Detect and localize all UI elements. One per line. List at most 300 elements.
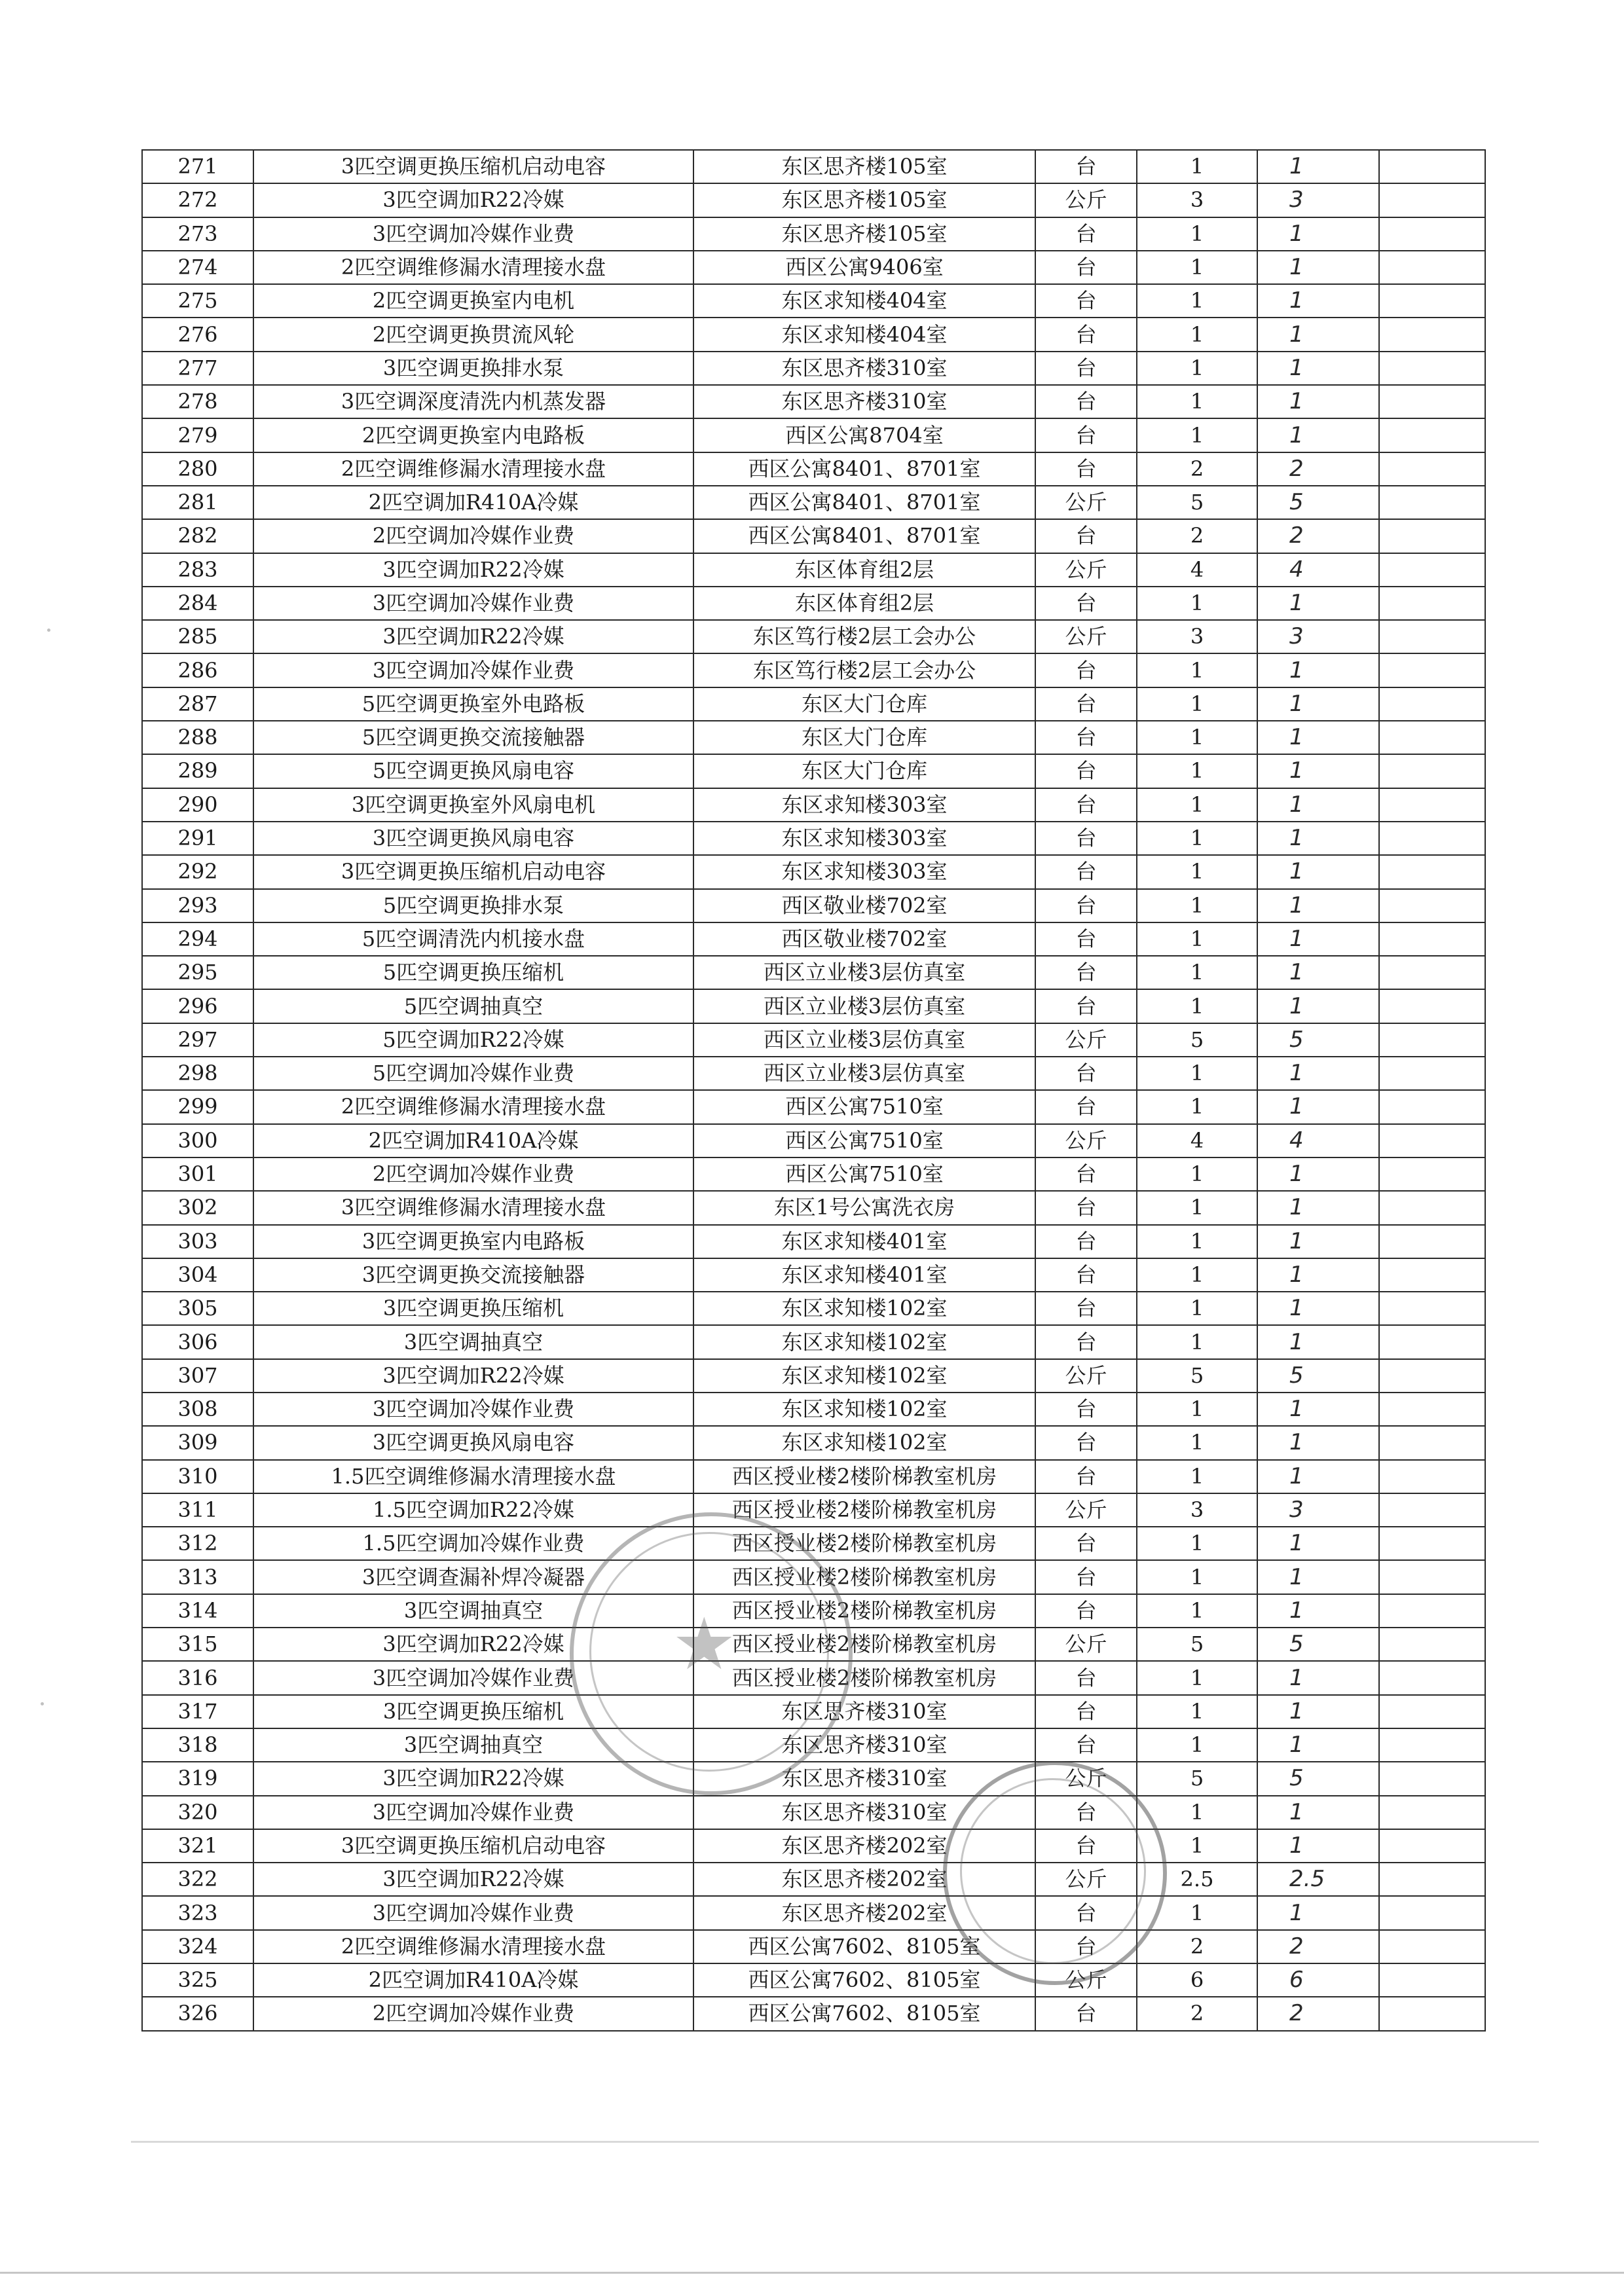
unit: 台 [1035,956,1137,989]
repair-item: 1.5匹空调加R22冷媒 [253,1493,693,1527]
unit: 公斤 [1035,1762,1137,1795]
table-row [142,889,1485,922]
quantity: 1 [1137,1527,1257,1560]
row-number: 278 [142,385,253,418]
location: 西区立业楼3层仿真室 [693,956,1035,989]
table-row [142,1896,1485,1929]
table-row [142,1829,1485,1863]
quantity: 2 [1137,1997,1257,2030]
remarks-cell [1379,754,1485,788]
location: 东区思齐楼105室 [693,150,1035,183]
unit: 台 [1035,754,1137,788]
location: 东区求知楼404室 [693,284,1035,318]
quantity: 1 [1137,1191,1257,1224]
handwritten-quantity: 1 [1257,1527,1379,1560]
location: 东区求知楼303室 [693,788,1035,822]
quantity: 3 [1137,183,1257,217]
remarks-cell [1379,1997,1485,2030]
remarks-cell [1379,183,1485,217]
unit: 台 [1035,452,1137,486]
row-number: 290 [142,788,253,822]
handwritten-quantity: 1 [1257,1560,1379,1594]
table-row [142,989,1485,1023]
unit: 台 [1035,150,1137,183]
repair-item: 3匹空调更换压缩机启动电容 [253,855,693,888]
repair-item: 3匹空调加冷媒作业费 [253,653,693,687]
table-row [142,1963,1485,1997]
handwritten-quantity: 1 [1257,284,1379,318]
unit: 公斤 [1035,1359,1137,1393]
row-number: 283 [142,553,253,587]
row-number: 318 [142,1728,253,1762]
row-number: 273 [142,217,253,251]
remarks-cell [1379,452,1485,486]
location: 东区大门仓库 [693,721,1035,754]
quantity: 1 [1137,822,1257,855]
handwritten-quantity: 1 [1257,1225,1379,1258]
remarks-cell [1379,1963,1485,1997]
table-row [142,1157,1485,1191]
row-number: 315 [142,1628,253,1661]
unit: 台 [1035,1695,1137,1728]
unit: 公斤 [1035,553,1137,587]
row-number: 324 [142,1930,253,1963]
handwritten-quantity: 1 [1257,687,1379,721]
location: 东区求知楼404室 [693,318,1035,351]
repair-item: 3匹空调加冷媒作业费 [253,217,693,251]
repair-item: 2匹空调维修漏水清理接水盘 [253,1930,693,1963]
handwritten-quantity: 1 [1257,1594,1379,1628]
quantity: 1 [1137,1325,1257,1358]
quantity: 1 [1137,385,1257,418]
table-row [142,1527,1485,1560]
handwritten-quantity: 1 [1257,587,1379,620]
unit: 台 [1035,251,1137,284]
remarks-cell [1379,1493,1485,1527]
handwritten-quantity: 1 [1257,1292,1379,1325]
unit: 台 [1035,519,1137,553]
repair-item: 5匹空调加冷媒作业费 [253,1057,693,1090]
location: 西区授业楼2楼阶梯教室机房 [693,1661,1035,1694]
repair-item: 5匹空调更换室外电路板 [253,687,693,721]
table-row [142,822,1485,855]
quantity: 1 [1137,889,1257,922]
quantity: 1 [1137,721,1257,754]
repair-item: 1.5匹空调加冷媒作业费 [253,1527,693,1560]
location: 西区公寓7510室 [693,1090,1035,1123]
quantity: 1 [1137,587,1257,620]
table-row [142,620,1485,653]
remarks-cell [1379,553,1485,587]
location: 西区公寓9406室 [693,251,1035,284]
table-row [142,1728,1485,1762]
row-number: 303 [142,1225,253,1258]
location: 西区敬业楼702室 [693,889,1035,922]
row-number: 325 [142,1963,253,1997]
table-row [142,1191,1485,1224]
location: 西区授业楼2楼阶梯教室机房 [693,1594,1035,1628]
table-row [142,1796,1485,1829]
handwritten-quantity: 1 [1257,754,1379,788]
table-row [142,418,1485,452]
repair-item: 5匹空调清洗内机接水盘 [253,922,693,956]
quantity: 1 [1137,284,1257,318]
handwritten-quantity: 2 [1257,1997,1379,2030]
location: 西区公寓7602、8105室 [693,1997,1035,2030]
location: 东区思齐楼310室 [693,1796,1035,1829]
handwritten-quantity: 1 [1257,1157,1379,1191]
unit: 台 [1035,418,1137,452]
unit: 台 [1035,889,1137,922]
table-row [142,553,1485,587]
repair-item: 3匹空调加R22冷媒 [253,553,693,587]
quantity: 2 [1137,519,1257,553]
unit: 台 [1035,1426,1137,1459]
handwritten-quantity: 1 [1257,1661,1379,1694]
repair-item: 2匹空调更换室内电路板 [253,418,693,452]
unit: 公斤 [1035,1863,1137,1896]
unit: 公斤 [1035,1963,1137,1997]
table-row [142,1493,1485,1527]
row-number: 280 [142,452,253,486]
table-row [142,318,1485,351]
unit: 公斤 [1035,1628,1137,1661]
repair-items-table [141,149,1486,2032]
remarks-cell [1379,788,1485,822]
location: 东区思齐楼202室 [693,1863,1035,1896]
handwritten-quantity: 1 [1257,989,1379,1023]
location: 东区求知楼102室 [693,1393,1035,1426]
quantity: 5 [1137,486,1257,519]
handwritten-quantity: 1 [1257,1695,1379,1728]
remarks-cell [1379,1829,1485,1863]
remarks-cell [1379,1191,1485,1224]
unit: 公斤 [1035,486,1137,519]
repair-item: 3匹空调更换压缩机 [253,1695,693,1728]
row-number: 316 [142,1661,253,1694]
quantity: 1 [1137,1090,1257,1123]
repair-item: 3匹空调更换交流接触器 [253,1258,693,1292]
handwritten-quantity: 3 [1257,1493,1379,1527]
quantity: 1 [1137,217,1257,251]
quantity: 1 [1137,989,1257,1023]
remarks-cell [1379,889,1485,922]
quantity: 1 [1137,653,1257,687]
location: 西区授业楼2楼阶梯教室机房 [693,1560,1035,1594]
remarks-cell [1379,922,1485,956]
unit: 台 [1035,687,1137,721]
remarks-cell [1379,486,1485,519]
table-row [142,385,1485,418]
row-number: 323 [142,1896,253,1929]
row-number: 279 [142,418,253,452]
remarks-cell [1379,217,1485,251]
remarks-cell [1379,989,1485,1023]
quantity: 4 [1137,553,1257,587]
quantity: 1 [1137,788,1257,822]
row-number: 311 [142,1493,253,1527]
row-number: 320 [142,1796,253,1829]
row-number: 275 [142,284,253,318]
table-row [142,1258,1485,1292]
row-number: 313 [142,1560,253,1594]
row-number: 302 [142,1191,253,1224]
repair-item: 3匹空调加冷媒作业费 [253,1661,693,1694]
repair-item: 3匹空调加R22冷媒 [253,620,693,653]
location: 西区公寓8704室 [693,418,1035,452]
repair-item: 3匹空调抽真空 [253,1325,693,1358]
unit: 台 [1035,352,1137,385]
unit: 台 [1035,1560,1137,1594]
quantity: 5 [1137,1762,1257,1795]
unit: 台 [1035,1661,1137,1694]
handwritten-quantity: 1 [1257,822,1379,855]
handwritten-quantity: 1 [1257,721,1379,754]
handwritten-quantity: 1 [1257,251,1379,284]
table-row [142,1762,1485,1795]
row-number: 321 [142,1829,253,1863]
location: 东区思齐楼310室 [693,1695,1035,1728]
table-row [142,183,1485,217]
location: 东区思齐楼310室 [693,352,1035,385]
handwritten-quantity: 1 [1257,1090,1379,1123]
remarks-cell [1379,687,1485,721]
repair-item: 3匹空调加R22冷媒 [253,1863,693,1896]
unit: 台 [1035,1930,1137,1963]
repair-item: 2匹空调加R410A冷媒 [253,486,693,519]
row-number: 291 [142,822,253,855]
table-row [142,251,1485,284]
repair-item: 3匹空调加R22冷媒 [253,1628,693,1661]
unit: 台 [1035,1057,1137,1090]
scan-speck [47,629,50,632]
quantity: 2.5 [1137,1863,1257,1896]
table-row [142,1695,1485,1728]
location: 西区敬业楼702室 [693,922,1035,956]
remarks-cell [1379,1896,1485,1929]
remarks-cell [1379,1460,1485,1493]
remarks-cell [1379,1023,1485,1057]
repair-item: 3匹空调更换压缩机启动电容 [253,1829,693,1863]
location: 东区求知楼102室 [693,1292,1035,1325]
table-row [142,1124,1485,1157]
location: 西区立业楼3层仿真室 [693,1023,1035,1057]
table-row [142,1393,1485,1426]
handwritten-quantity: 1 [1257,217,1379,251]
table-body [142,150,1485,2031]
location: 西区公寓7510室 [693,1124,1035,1157]
quantity: 2 [1137,452,1257,486]
handwritten-quantity: 1 [1257,150,1379,183]
unit: 台 [1035,1325,1137,1358]
quantity: 1 [1137,318,1257,351]
repair-item: 2匹空调更换室内电机 [253,284,693,318]
location: 西区立业楼3层仿真室 [693,1057,1035,1090]
unit: 台 [1035,1997,1137,2030]
remarks-cell [1379,721,1485,754]
remarks-cell [1379,1157,1485,1191]
table-row [142,1023,1485,1057]
quantity: 1 [1137,150,1257,183]
row-number: 319 [142,1762,253,1795]
repair-item: 3匹空调加冷媒作业费 [253,1393,693,1426]
unit: 台 [1035,989,1137,1023]
repair-item: 5匹空调更换压缩机 [253,956,693,989]
quantity: 1 [1137,1057,1257,1090]
table-row [142,653,1485,687]
repair-item: 3匹空调深度清洗内机蒸发器 [253,385,693,418]
remarks-cell [1379,1796,1485,1829]
repair-item: 3匹空调加R22冷媒 [253,1762,693,1795]
table-row [142,1292,1485,1325]
quantity: 1 [1137,1896,1257,1929]
handwritten-quantity: 1 [1257,956,1379,989]
repair-item: 3匹空调抽真空 [253,1728,693,1762]
remarks-cell [1379,1762,1485,1795]
quantity: 1 [1137,352,1257,385]
row-number: 272 [142,183,253,217]
quantity: 6 [1137,1963,1257,1997]
repair-item: 2匹空调维修漏水清理接水盘 [253,251,693,284]
unit: 台 [1035,1829,1137,1863]
unit: 台 [1035,1594,1137,1628]
unit: 台 [1035,1225,1137,1258]
location: 西区公寓8401、8701室 [693,486,1035,519]
unit: 台 [1035,587,1137,620]
remarks-cell [1379,587,1485,620]
table-row [142,1426,1485,1459]
handwritten-quantity: 4 [1257,553,1379,587]
location: 西区授业楼2楼阶梯教室机房 [693,1460,1035,1493]
handwritten-quantity: 1 [1257,1728,1379,1762]
unit: 台 [1035,1896,1137,1929]
table-row [142,1225,1485,1258]
table-row [142,519,1485,553]
quantity: 1 [1137,1695,1257,1728]
repair-item: 3匹空调更换压缩机 [253,1292,693,1325]
row-number: 274 [142,251,253,284]
table-row [142,486,1485,519]
unit: 台 [1035,721,1137,754]
handwritten-quantity: 1 [1257,1896,1379,1929]
handwritten-quantity: 1 [1257,418,1379,452]
unit: 台 [1035,788,1137,822]
handwritten-quantity: 5 [1257,486,1379,519]
location: 西区公寓8401、8701室 [693,452,1035,486]
remarks-cell [1379,1325,1485,1358]
table-row [142,284,1485,318]
location: 西区授业楼2楼阶梯教室机房 [693,1493,1035,1527]
table-row [142,352,1485,385]
remarks-cell [1379,1560,1485,1594]
handwritten-quantity: 1 [1257,352,1379,385]
location: 东区体育组2层 [693,587,1035,620]
remarks-cell [1379,1292,1485,1325]
quantity: 1 [1137,1594,1257,1628]
table-row [142,1090,1485,1123]
handwritten-quantity: 1 [1257,1829,1379,1863]
repair-item: 2匹空调加R410A冷媒 [253,1963,693,1997]
row-number: 299 [142,1090,253,1123]
row-number: 304 [142,1258,253,1292]
location: 东区思齐楼202室 [693,1896,1035,1929]
table-row [142,1359,1485,1393]
remarks-cell [1379,1695,1485,1728]
table-row [142,452,1485,486]
handwritten-quantity: 1 [1257,889,1379,922]
remarks-cell [1379,1594,1485,1628]
location: 东区思齐楼202室 [693,1829,1035,1863]
quantity: 1 [1137,1829,1257,1863]
repair-item: 2匹空调加冷媒作业费 [253,1157,693,1191]
location: 西区立业楼3层仿真室 [693,989,1035,1023]
row-number: 301 [142,1157,253,1191]
row-number: 305 [142,1292,253,1325]
remarks-cell [1379,1124,1485,1157]
remarks-cell [1379,318,1485,351]
repair-item: 3匹空调加冷媒作业费 [253,1896,693,1929]
remarks-cell [1379,352,1485,385]
unit: 台 [1035,1258,1137,1292]
quantity: 1 [1137,956,1257,989]
handwritten-quantity: 2 [1257,1930,1379,1963]
repair-item: 2匹空调更换贯流风轮 [253,318,693,351]
location: 东区思齐楼310室 [693,1728,1035,1762]
repair-item: 3匹空调更换室外风扇电机 [253,788,693,822]
handwritten-quantity: 2 [1257,452,1379,486]
handwritten-quantity: 1 [1257,855,1379,888]
handwritten-quantity: 1 [1257,1393,1379,1426]
remarks-cell [1379,385,1485,418]
handwritten-quantity: 5 [1257,1359,1379,1393]
row-number: 306 [142,1325,253,1358]
location: 东区思齐楼105室 [693,217,1035,251]
table-row [142,217,1485,251]
remarks-cell [1379,1661,1485,1694]
row-number: 298 [142,1057,253,1090]
row-number: 294 [142,922,253,956]
repair-item: 3匹空调维修漏水清理接水盘 [253,1191,693,1224]
row-number: 281 [142,486,253,519]
repair-item: 3匹空调更换风扇电容 [253,822,693,855]
unit: 台 [1035,855,1137,888]
unit: 台 [1035,922,1137,956]
unit: 台 [1035,1157,1137,1191]
row-number: 285 [142,620,253,653]
quantity: 1 [1137,251,1257,284]
row-number: 287 [142,687,253,721]
remarks-cell [1379,620,1485,653]
handwritten-quantity: 6 [1257,1963,1379,1997]
unit: 台 [1035,1460,1137,1493]
location: 西区公寓8401、8701室 [693,519,1035,553]
handwritten-quantity: 1 [1257,1460,1379,1493]
remarks-cell [1379,519,1485,553]
quantity: 1 [1137,855,1257,888]
handwritten-quantity: 1 [1257,1258,1379,1292]
table-row [142,587,1485,620]
handwritten-quantity: 1 [1257,318,1379,351]
handwritten-quantity: 1 [1257,1325,1379,1358]
repair-item: 5匹空调更换排水泵 [253,889,693,922]
remarks-cell [1379,1527,1485,1560]
repair-item: 5匹空调更换交流接触器 [253,721,693,754]
table-row [142,1863,1485,1896]
row-number: 292 [142,855,253,888]
row-number: 282 [142,519,253,553]
table-row [142,1594,1485,1628]
official-seal-large: ★ [570,1512,853,1795]
